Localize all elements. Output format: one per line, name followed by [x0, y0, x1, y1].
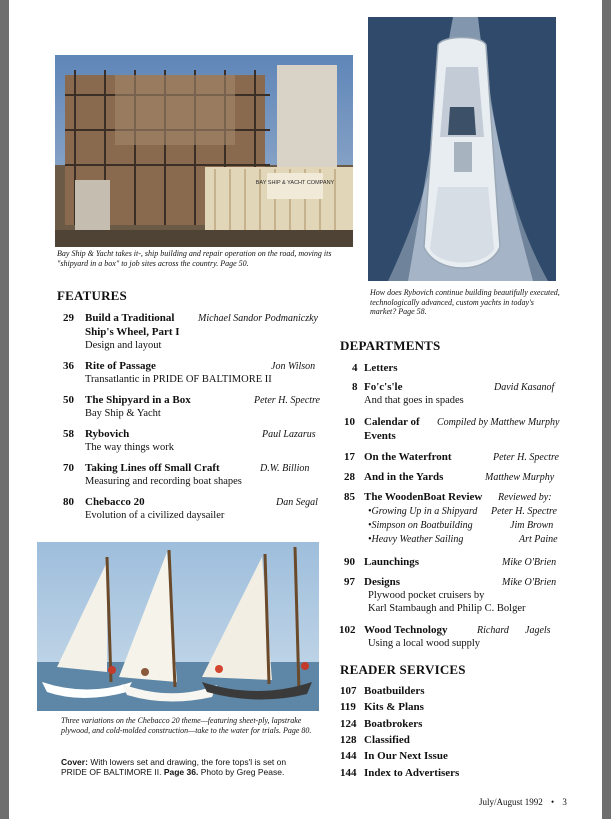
service-page: 144	[340, 750, 357, 762]
container-sign: BAY SHIP & YACHT COMPANY	[255, 180, 335, 186]
feature-author: Paul Lazarus	[262, 429, 316, 440]
dept-title: The WoodenBoat Review	[364, 491, 483, 503]
review-book-title: •Growing Up in a Shipyard	[368, 506, 478, 517]
dept-title: Launchings	[364, 556, 420, 568]
review-book-author: Peter H. Spectre	[491, 506, 557, 517]
service-title: Boatbuilders	[364, 685, 425, 697]
rybovich-photo	[368, 17, 556, 281]
dept-page: 90	[344, 556, 355, 568]
dept-author: Reviewed by:	[498, 492, 552, 503]
cover-page: Page 36.	[163, 767, 199, 777]
feature-page: 36	[63, 360, 74, 372]
service-title: Index to Advertisers	[364, 767, 460, 779]
cover-label: Cover:	[61, 757, 88, 767]
dept-title: And in the Yards	[364, 471, 444, 483]
dept-page: 97	[344, 576, 355, 588]
feature-title: Rite of Passage	[85, 360, 156, 372]
dept-title: Wood Technology	[364, 624, 448, 636]
dept-page: 10	[344, 416, 355, 428]
feature-author: Peter H. Spectre	[254, 395, 320, 406]
feature-page: 50	[63, 394, 74, 406]
dept-author: David Kasanof	[494, 382, 555, 393]
service-page: 107	[340, 685, 357, 697]
rybovich-caption: How does Rybovich continue building beautifully executed, technologically advanced, custom yachts in today's market? Page 58.	[370, 288, 560, 316]
dept-page: 8	[352, 381, 358, 393]
shipyard-photo	[55, 55, 353, 247]
feature-page: 29	[63, 312, 74, 324]
features-heading: FEATURES	[57, 288, 127, 303]
feature-page: 58	[63, 428, 74, 440]
dept-author: Mike O'Brien	[502, 557, 557, 568]
service-title: In Our Next Issue	[364, 750, 448, 762]
service-page: 144	[340, 767, 357, 779]
dept-title: Letters	[364, 362, 398, 374]
feature-author: Dan Segal	[276, 497, 318, 508]
footer-bullet: •	[551, 797, 555, 807]
dept-author: Mike O'Brien	[502, 577, 557, 588]
feature-desc: Bay Ship & Yacht	[85, 408, 161, 419]
feature-title: The Shipyard in a Box	[85, 394, 191, 406]
dept-title: Designs	[364, 576, 401, 588]
page-number: 3	[562, 797, 567, 807]
dept-desc-line2: Karl Stambaugh and Philip C. Bolger	[368, 603, 526, 614]
dept-page: 28	[344, 471, 355, 483]
dept-author: Matthew Murphy	[485, 472, 555, 483]
dept-desc: And that goes in spades	[364, 395, 464, 406]
feature-desc: The way things work	[85, 442, 174, 453]
feature-title: Chebacco 20	[85, 496, 145, 508]
dept-title: Calendar of	[364, 416, 420, 428]
dept-page: 17	[344, 451, 355, 463]
feature-title: Rybovich	[85, 428, 130, 440]
feature-desc: Evolution of a civilized daysailer	[85, 510, 225, 521]
service-page: 119	[340, 701, 356, 713]
feature-page: 80	[63, 496, 74, 508]
service-title: Kits & Plans	[364, 701, 424, 713]
issue-date: July/August 1992	[479, 797, 543, 807]
dept-page: 102	[339, 624, 356, 636]
feature-title: Taking Lines off Small Craft	[85, 462, 220, 474]
service-page: 124	[340, 718, 357, 730]
reader-services-heading: READER SERVICES	[340, 662, 466, 677]
review-book-title: •Simpson on Boatbuilding	[368, 520, 473, 531]
feature-author: Michael Sandor Podmaniczky	[198, 313, 318, 324]
feature-desc: Transatlantic in PRIDE OF BALTIMORE II	[85, 374, 272, 385]
service-page: 128	[340, 734, 357, 746]
feature-title-line2: Ship's Wheel, Part I	[85, 326, 180, 338]
chebacco-photo	[37, 542, 319, 711]
dept-author: Compiled by Matthew Murphy	[437, 417, 560, 428]
feature-page: 70	[63, 462, 74, 474]
cover-text: With lowers set and drawing, the fore tops'l is set on	[90, 757, 287, 767]
dept-desc: Using a local wood supply	[368, 638, 480, 649]
cover-note	[61, 757, 321, 777]
review-book-author: Art Paine	[519, 534, 558, 545]
feature-title: Build a Traditional	[85, 312, 175, 324]
cover-credit: Photo by Greg Pease.	[200, 767, 285, 777]
dept-title: Fo'c's'le	[364, 381, 403, 393]
shipyard-caption: Bay Ship & Yacht takes it-, ship building and repair operation on the road, moving its "shipyard in a box" to job sites across the country. Page 50.	[57, 249, 332, 268]
dept-author: Peter H. Spectre	[493, 452, 559, 463]
chebacco-caption: Three variations on the Chebacco 20 theme—featuring sheet-ply, lapstrake plywood, and cold-molded construction—take to the water for trials. Page 80.	[61, 716, 312, 735]
page-footer	[479, 797, 567, 807]
dept-author-first: Richard	[477, 625, 509, 636]
dept-title: On the Waterfront	[364, 451, 452, 463]
cover-vessel: PRIDE OF BALTIMORE II.	[61, 767, 162, 777]
feature-author: D.W. Billion	[260, 463, 310, 474]
dept-author-last: Jagels	[525, 625, 551, 636]
review-book-title: •Heavy Weather Sailing	[368, 534, 464, 545]
dept-title-line2: Events	[364, 430, 396, 442]
feature-desc: Measuring and recording boat shapes	[85, 476, 242, 487]
service-title: Classified	[364, 734, 410, 746]
magazine-page	[9, 0, 602, 819]
dept-page: 4	[352, 362, 358, 374]
feature-author: Jon Wilson	[271, 361, 316, 372]
feature-desc: Design and layout	[85, 340, 162, 351]
review-book-author: Jim Brown	[510, 520, 554, 531]
dept-desc: Plywood pocket cruisers by	[368, 590, 485, 601]
departments-heading: DEPARTMENTS	[340, 338, 441, 353]
service-title: Boatbrokers	[364, 718, 423, 730]
dept-page: 85	[344, 491, 355, 503]
